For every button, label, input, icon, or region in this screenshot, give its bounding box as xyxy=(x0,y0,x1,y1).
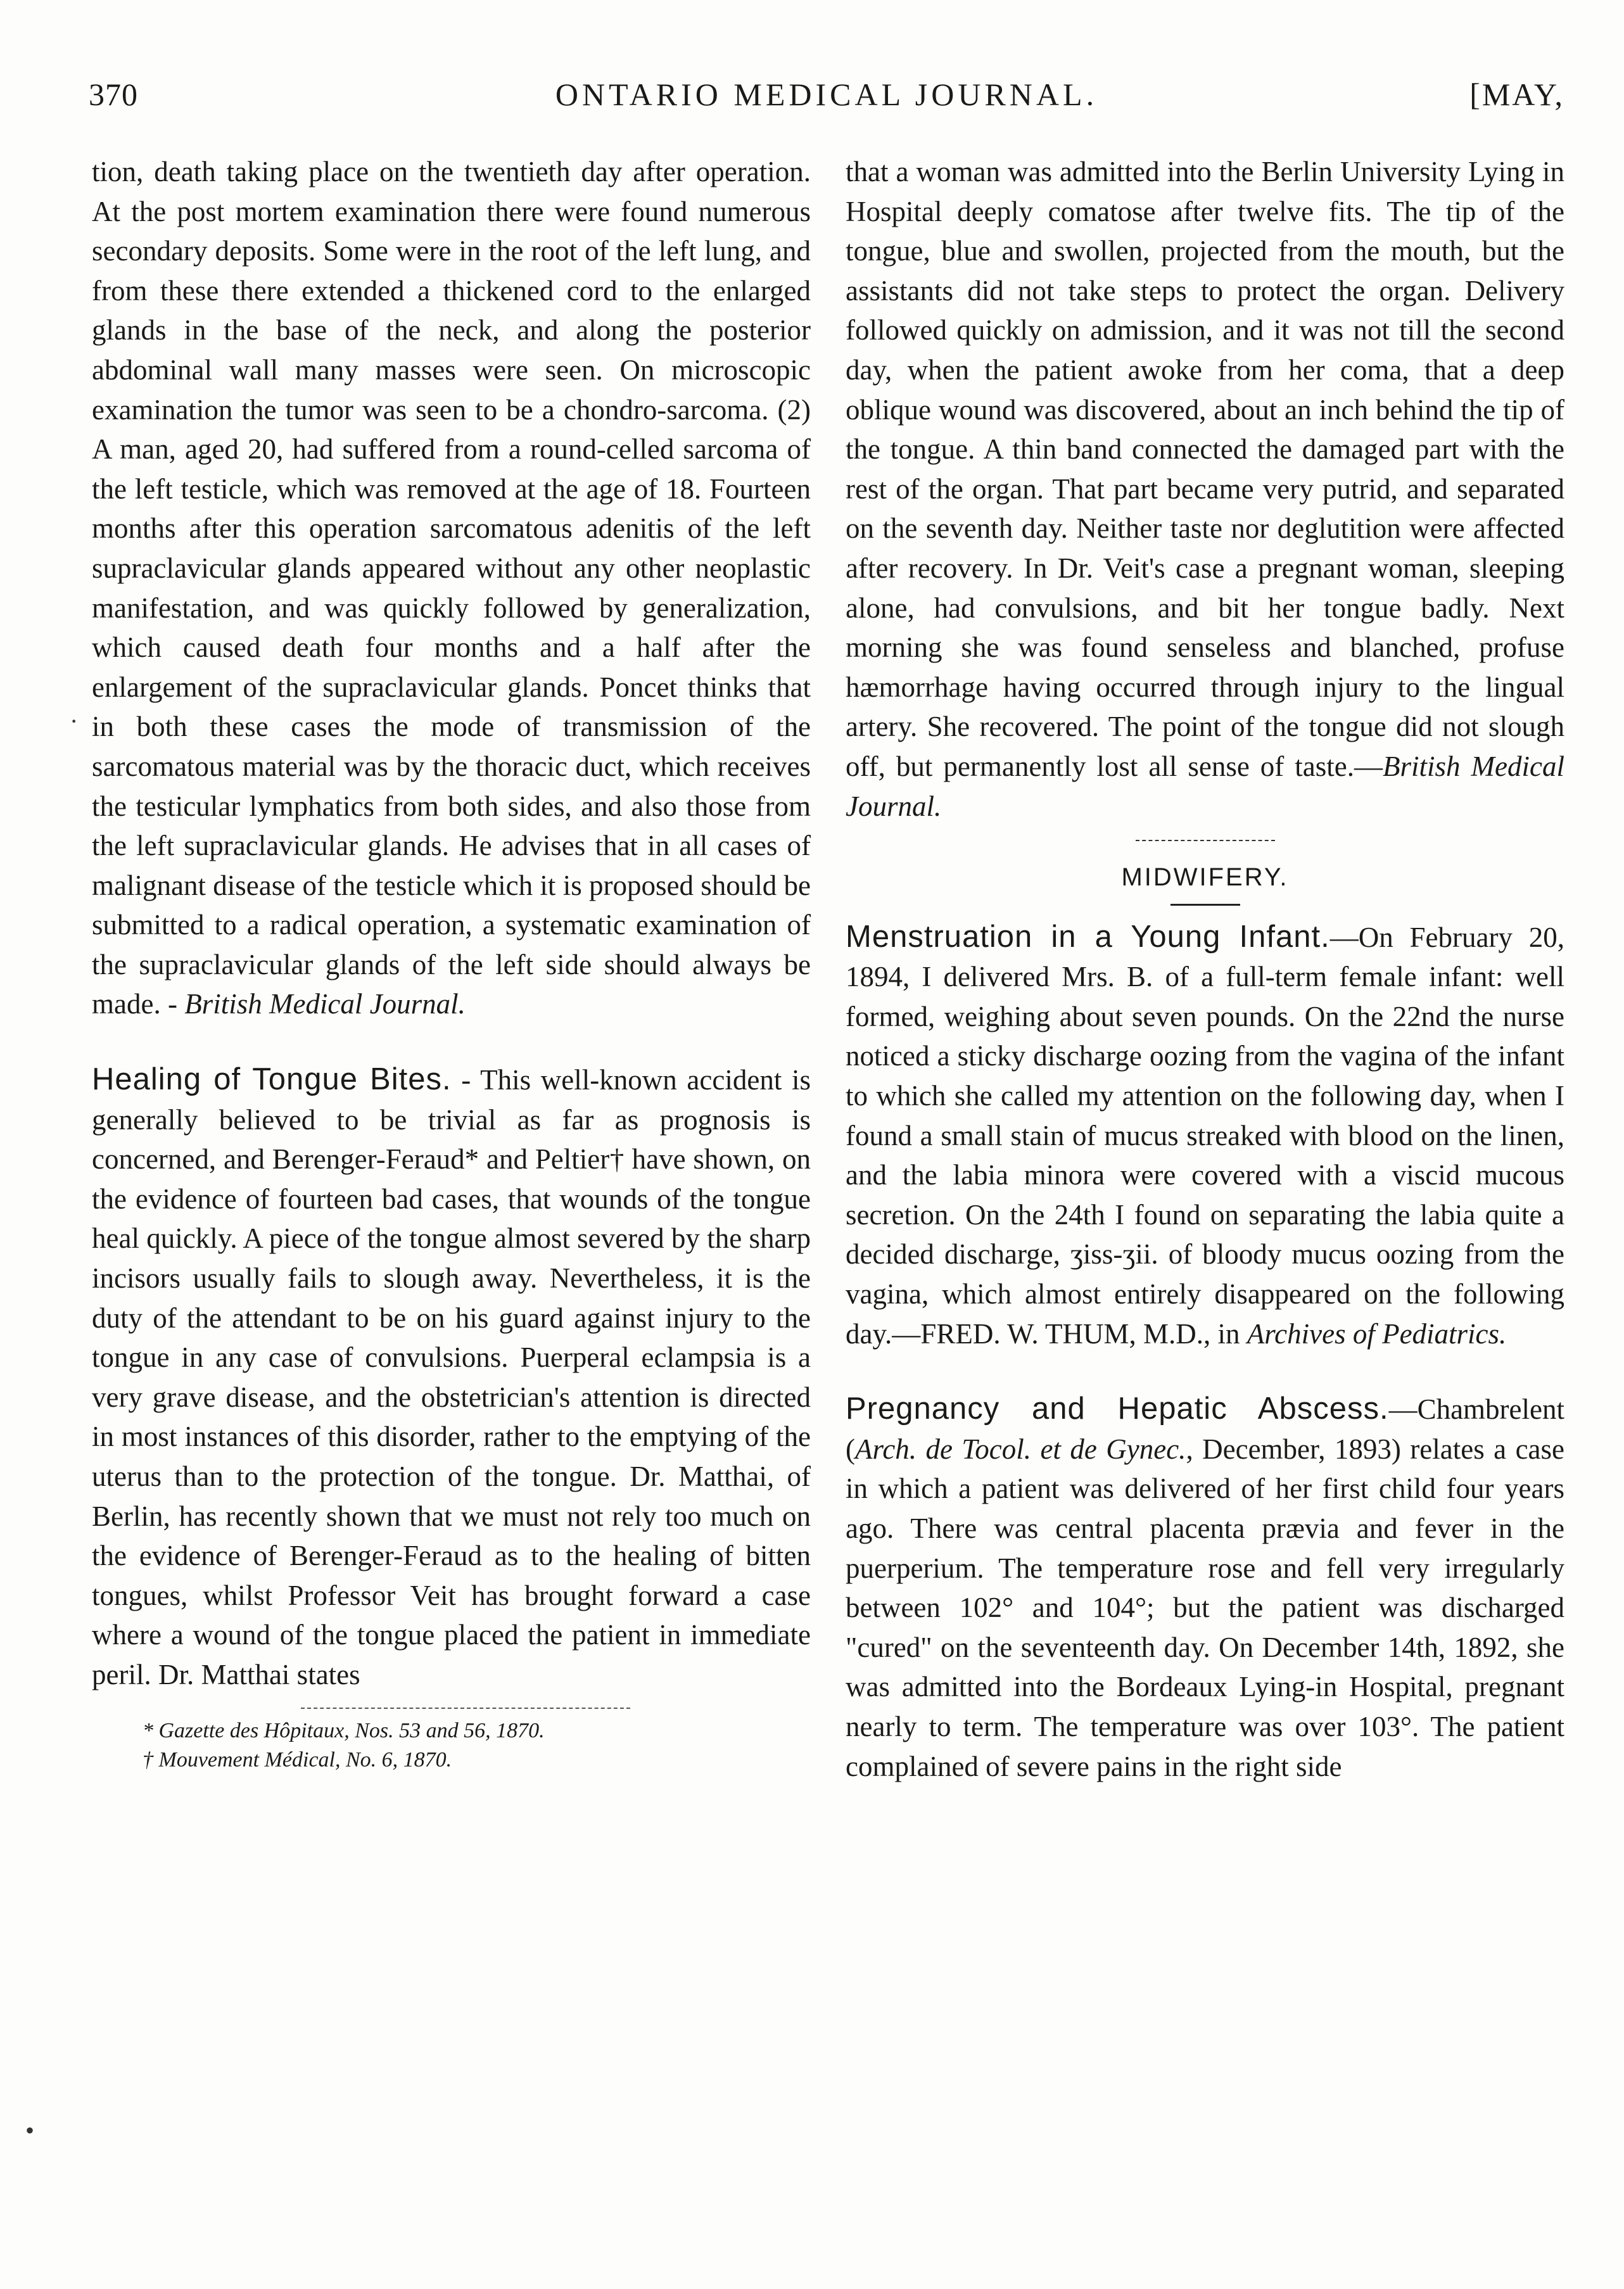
continued-paragraph: tion, death taking place on the twentieth day after operation. At the post mortem examination there were found numerous secondary deposits. Some were in the root of the left lung, and from these there extended a thickened cord to the enlarged glands in the base of the neck, and along the posterior abdominal wall many masses were seen. On microscopic examination the tumor was seen to be a chondro-sarcoma. (2) A man, aged 20, had suffered from a round-celled sarcoma of the left testicle, which was removed at the age of 18. Fourteen months after this operation sarcomatous adenitis of the left supraclavicular glands appeared without any other neoplastic manifestation, and was quickly followed by generalization, which caused death four months and a half after the enlargement of the supraclavicular glands. Poncet thinks that in both these cases the mode of transmission of the sarcomatous material was by the thoracic duct, which receives the testicular lymphatics from both sides, and also those from the left supraclavicular glands. He advises that in all cases of malignant disease of the testicle which it is proposed should be submitted to a radical operation, a systematic examination of the supraclavicular glands of the left side should always be made. - British Medical Journal. xyxy=(92,156,811,1020)
footnote-divider xyxy=(301,1708,630,1709)
article-body: , December, 1893) relates a case in which a patient was delivered of her first child four years ago. There was central placenta prævia and fever in the puerperium. The temperature rose and fell very irregularly between 102° and 104°; but the patient was discharged "cured" on the seventeenth day. On December 14th, 1892, she was admitted into the Bordeaux Lying-in Hospital, pregnant nearly to term. The temperature was over 103°. The patient complained of severe pains in the right side xyxy=(846,1433,1564,1782)
margin-mark: • xyxy=(25,2116,35,2145)
article-heading: Healing of Tongue Bites. xyxy=(92,1062,452,1097)
margin-mark: · xyxy=(70,707,79,735)
heading-underline xyxy=(1170,904,1240,906)
article-heading: Menstruation in a Young Infant. xyxy=(846,919,1330,954)
citation: Archives of Pediatrics. xyxy=(1247,1317,1507,1350)
footnotes xyxy=(92,1716,811,1775)
continued-paragraph: that a woman was admitted into the Berlin University Lying in Hospital deeply comatose after twelve fits. The tip of the tongue, blue and swollen, projected from the mouth, but the assistants did not take steps to protect the organ. Delivery followed quickly on admission, and it was not till the second day, when the patient awoke from her coma, that a deep oblique wound was discovered, about an inch behind the tip of the tongue. A thin band connected the damaged part with the rest of the organ. That part became very putrid, and separated on the seventh day. Neither taste nor deglutition were affected after recovery. In Dr. Veit's case a pregnant woman, sleeping alone, had convulsions, and bit her tongue badly. Next morning she was found senseless and blanched, profuse hæmorrhage having occurred through injury to the lingual artery. She recovered. The point of the tongue did not slough off, but permanently lost all sense of taste.—British Medical Journal. xyxy=(846,156,1564,822)
article-hepatic-abscess: Pregnancy and Hepatic Abscess.—Chambrelent (Arch. de Tocol. et de Gynec., December, 1893) relates a case in which a patient was delivered of her first child four years ago. There was central placenta prævia and fever in the puerperium. The temperature rose and fell very irregularly between 102° and 104°; but the patient was discharged "cured" on the seventeenth day. On December 14th, 1892, she was admitted into the Bordeaux Lying-in Hospital, pregnant nearly to term. The temperature was over 103°. The patient complained of severe pains in the right side xyxy=(846,1392,1564,1782)
article-menstruation xyxy=(846,917,1564,1354)
article-body: —On February 20, 1894, I delivered Mrs. B. of a full-term female infant: well formed, weighing about seven pounds. On the 22nd the nurse noticed a sticky discharge oozing from the vagina of the infant to which she called my attention on the following day, when I found a small stain of mucus streaked with blood on the linen, and the labia minora were covered with a viscid mucous secretion. On the 24th I found on separating the labia quite a decided discharge, ʒiss-ʒii. of bloody mucus oozing from the vagina, which almost entirely disappeared on the following day.—FRED. W. THUM, M.D., in xyxy=(846,921,1564,1350)
citation: British Medical Journal. xyxy=(184,988,466,1020)
footnote: † Mouvement Médical, No. 6, 1870. xyxy=(143,1747,452,1772)
citation: Arch. de Tocol. et de Gynec. xyxy=(855,1433,1186,1465)
page-header xyxy=(89,76,1564,127)
article-heading: Pregnancy and Hepatic Abscess. xyxy=(846,1392,1389,1426)
journal-title: ONTARIO MEDICAL JOURNAL. xyxy=(555,77,1098,112)
section-divider xyxy=(1136,840,1275,841)
page-number: 370 xyxy=(89,77,138,112)
article-tongue-bites xyxy=(92,1060,811,1695)
footnote: * Gazette des Hôpitaux, Nos. 53 and 56, 1870. xyxy=(143,1718,545,1742)
right-column xyxy=(846,152,1564,1786)
section-heading: MIDWIFERY. xyxy=(1121,863,1289,892)
left-column xyxy=(92,152,811,1775)
article-body: - This well-known accident is generally believed to be trivial as far as prognosis is concerned, and Berenger-Feraud* and Peltier† have shown, on the evidence of fourteen bad cases, that wounds of the tongue heal quickly. A piece of the tongue almost severed by the sharp incisors usually fails to slough away. Nevertheless, it is the duty of the attendant to be on his guard against injury to the tongue in any case of convulsions. Puerperal eclampsia is a very grave disease, and the obstetrician's attention is directed in most instances of this disorder, rather to the emptying of the uterus than to the protection of the tongue. Dr. Matthai, of Berlin, has recently shown that we must not rely too much on the evidence of Berenger-Feraud as to the healing of bitten tongues, whilst Professor Veit has brought forward a case where a wound of the tongue placed the patient in immediate peril. Dr. Matthai states xyxy=(92,1064,811,1690)
citation: British Medical Journal. xyxy=(846,750,1564,822)
issue-month: [MAY, xyxy=(1469,77,1564,112)
